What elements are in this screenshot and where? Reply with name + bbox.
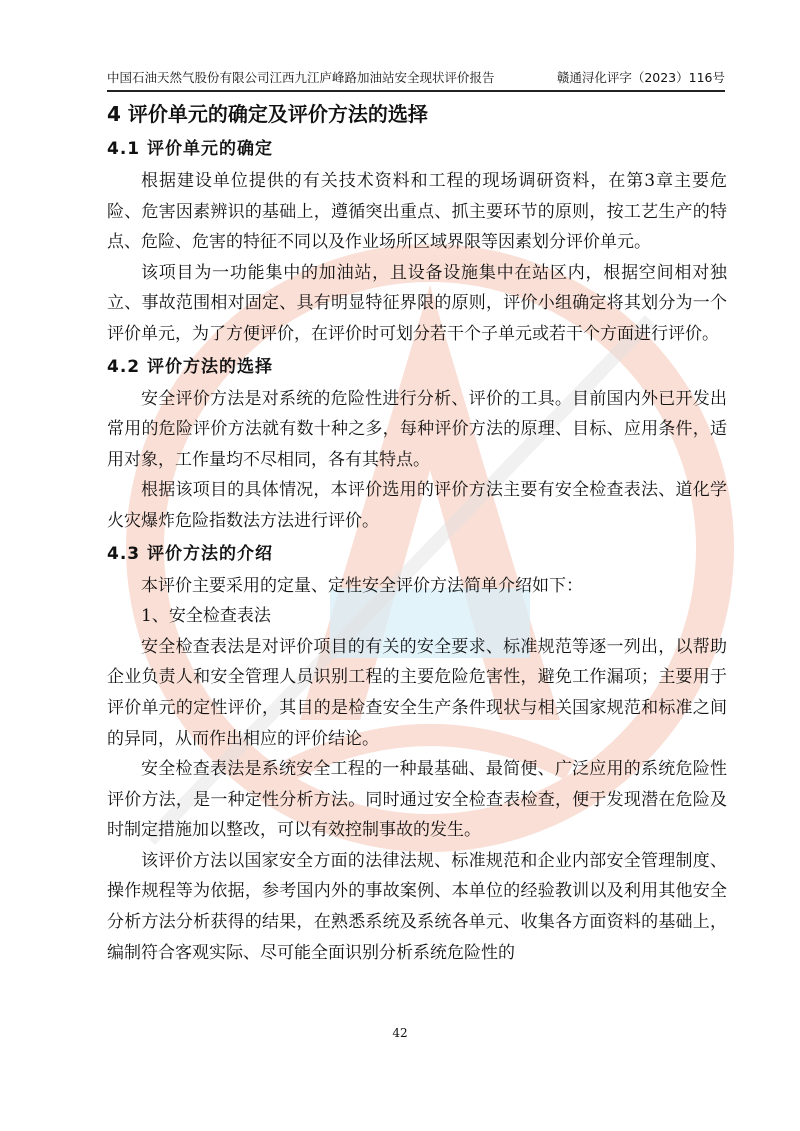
page-number: 42 <box>392 1026 408 1040</box>
section-4-heading: 4 评价单元的确定及评价方法的选择 <box>107 102 428 126</box>
section-4-3-heading: 4.3 评价方法的介绍 <box>107 543 274 564</box>
paragraph: 安全检查表法是系统安全工程的一种最基础、最简便、广泛应用的系统危险性评价方法，是一种定性分析方法。同时通过安全检查表检查，便于发现潜在危险及时制定措施加以整改，可以有效控制事故的发生。 <box>107 759 727 841</box>
section-4-2-heading: 4.2 评价方法的选择 <box>107 356 274 377</box>
section-4-1-heading: 4.1 评价单元的确定 <box>107 139 274 159</box>
paragraph: 安全评价方法是对系统的危险性进行分析、评价的工具。目前国内外已开发出常用的危险评价方法就有数十种之多，每种评价方法的原理、目标、应用条件，适用对象，工作量均不尽相同，各有其特点。 <box>107 388 727 470</box>
page-header <box>107 62 725 92</box>
subheading-checklist-method: 1、安全检查表法 <box>141 606 271 627</box>
paragraph: 安全检查表法是对评价项目的有关的安全要求、标准规范等逐一列出，以帮助企业负责人和安全管理人员识别工程的主要危险危害性，避免工作漏项；主要用于评价单元的定性评价，其目的是检查安全生产条件现状与相关国家规范和标准之间的异同，从而作出相应的评价结论。 <box>107 636 727 749</box>
paragraph: 根据建设单位提供的有关技术资料和工程的现场调研资料，在第3章主要危险、危害因素辨识的基础上，遵循突出重点、抓主要环节的原则，按工艺生产的特点、危险、危害的特征不同以及作业场所区域界限等因素划分评价单元。 <box>107 171 727 253</box>
paragraph: 该评价方法以国家安全方面的法律法规、标准规范和企业内部安全管理制度、操作规程等为依据，参考国内外的事故案例、本单位的经验教训以及利用其他安全分析方法分析获得的结果，在熟悉系统及系统各单元、收集各方面资料的基础上，编制符合客观实际、尽可能全面识别分析系统危险性的 <box>107 850 727 963</box>
paragraph: 根据该项目的具体情况，本评价选用的评价方法主要有安全检查表法、道化学火灾爆炸危险指数法方法进行评价。 <box>107 480 727 531</box>
paragraph: 该项目为一功能集中的加油站，且设备设施集中在站区内，根据空间相对独立、事故范围相对固定、具有明显特征界限的原则，评价小组确定将其划分为一个评价单元，为了方便评价，在评价时可划分若干个子单元或若干个方面进行评价。 <box>107 262 727 344</box>
report-number-header: 赣通浔化评字（2023）116号 <box>556 70 725 85</box>
page-content <box>107 96 727 968</box>
report-title-header: 中国石油天然气股份有限公司江西九江庐峰路加油站安全现状评价报告 <box>107 70 495 85</box>
paragraph: 本评价主要采用的定量、定性安全评价方法简单介绍如下： <box>141 575 583 596</box>
